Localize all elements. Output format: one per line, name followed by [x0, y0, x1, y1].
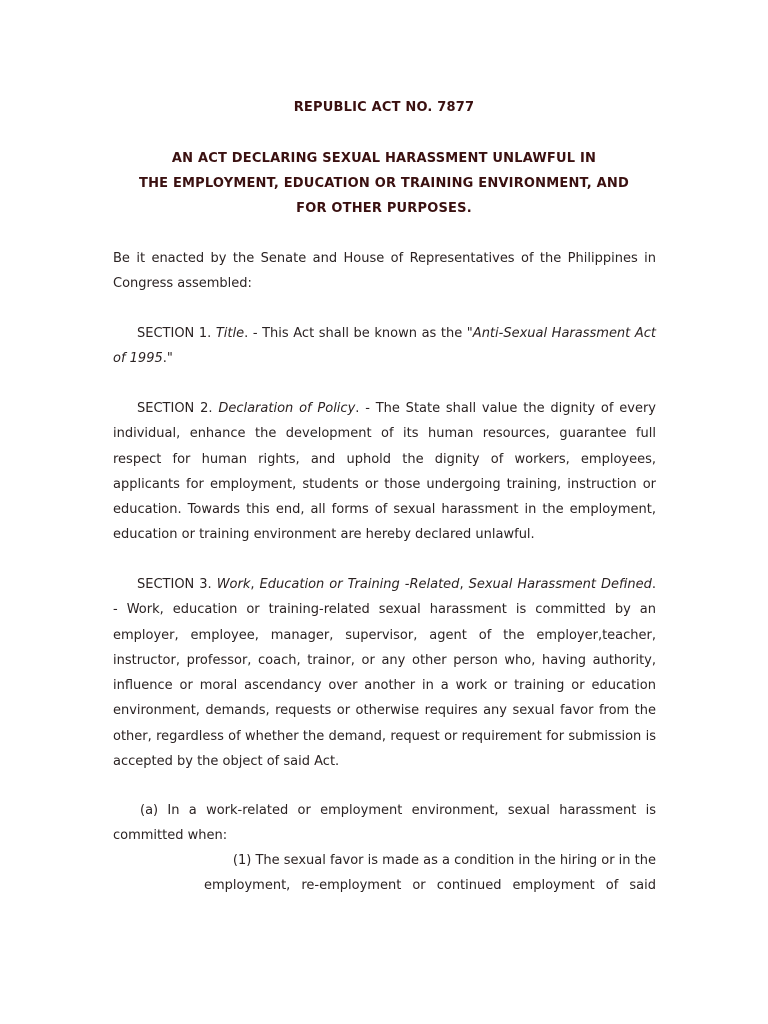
- section-1-text-end: .": [162, 351, 173, 367]
- section-2: [113, 396, 656, 548]
- act-subtitle-line-3: FOR OTHER PURPOSES.: [296, 201, 472, 216]
- section-2-text: . - The State shall value the dignity of every individual, enhance the development of its human resources, guarantee full respect for human rights, and uphold the dignity of workers, employees, applicants for employment, students or those undergoing training, instruction or education. Towards this end, all forms of sexual harassment in the employment, education or training environment are hereby declared unlawful.: [113, 401, 656, 543]
- section-2-heading: Declaration of Policy: [218, 401, 356, 416]
- act-title: REPUBLIC ACT NO. 7877: [293, 100, 475, 115]
- enacting-clause: Be it enacted by the Senate and House of Representatives of the Philippines in Congress assembled:: [113, 251, 656, 292]
- section-3-label: SECTION 3.: [137, 577, 212, 592]
- section-3-heading-work: Work: [216, 577, 251, 592]
- clause-a1-line-1: (1) The sexual favor is made as a condition in the hiring or in the: [232, 853, 656, 868]
- section-1-label: SECTION 1.: [137, 326, 212, 341]
- section-3-heading-defined: Sexual Harassment Defined: [468, 577, 652, 592]
- section-1-short-title: Anti-Sexual Harassment Act of 1995: [113, 326, 656, 367]
- section-2-label: SECTION 2.: [137, 401, 213, 416]
- section-1-text: . - This Act shall be known as the ": [244, 326, 473, 341]
- section-1: [113, 321, 656, 372]
- section-3-heading-education: Education or Training -Related: [259, 577, 460, 592]
- clause-a1-line-2: employment, re-employment or continued employment of said: [204, 878, 656, 893]
- section-3-text: . - Work, education or training-related sexual harassment is committed by an employer, employee, manager, supervisor, agent of the employer,teacher, instructor, professor, coach, trainor, or any other person who, having authority, influence or moral ascendancy over another in a work or training or education environment, demands, requests or otherwise requires any sexual favor from the other, regardless of whether the demand, request or requirement for submission is accepted by the object of said Act.: [113, 577, 657, 770]
- section-3: [113, 572, 656, 774]
- act-subtitle-line-1: AN ACT DECLARING SEXUAL HARASSMENT UNLAWFUL IN: [171, 151, 597, 166]
- clause-a: (a) In a work-related or employment environment, sexual harassment is committed when:: [113, 803, 656, 844]
- section-3-heading-sep-2: ,: [459, 577, 469, 592]
- act-subtitle-line-2: THE EMPLOYMENT, EDUCATION OR TRAINING ENVIRONMENT, AND: [139, 176, 629, 191]
- section-3-heading-sep-1: ,: [250, 577, 260, 592]
- section-1-heading: Title: [215, 326, 245, 341]
